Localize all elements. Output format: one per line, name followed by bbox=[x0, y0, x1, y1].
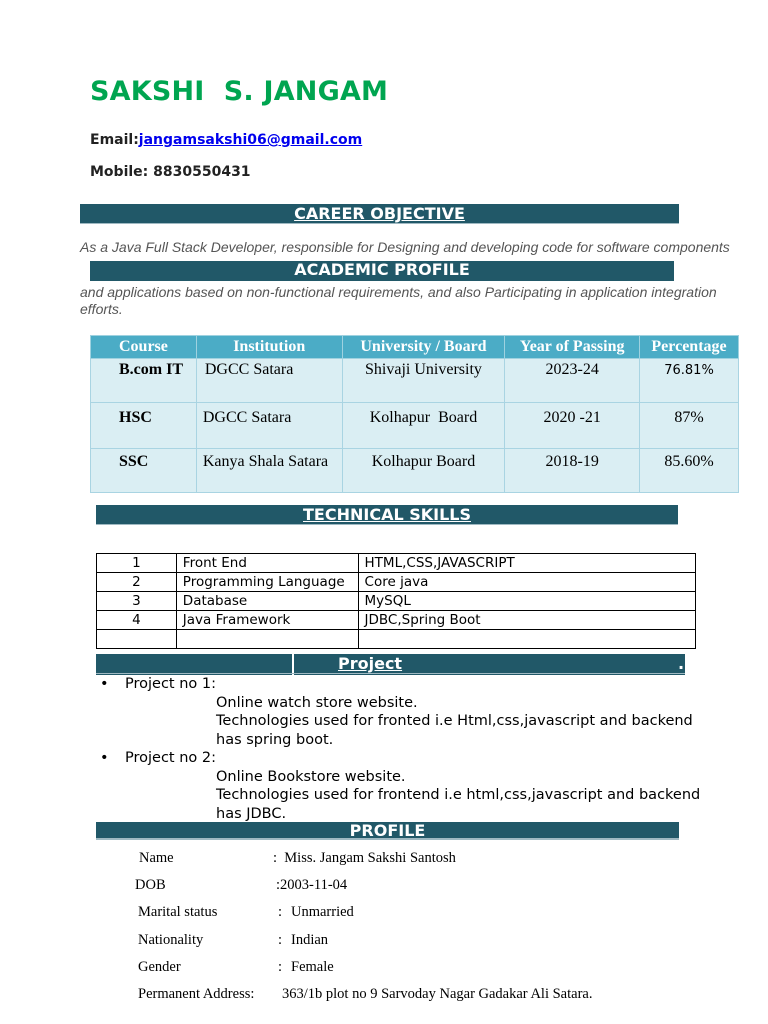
university-cell: Kolhapur Board bbox=[342, 403, 505, 449]
profile-address-label: Permanent Address: bbox=[138, 986, 255, 1002]
university-cell: Kolhapur Board bbox=[342, 449, 505, 493]
skill-index: 3 bbox=[97, 592, 177, 611]
percentage-cell: 87% bbox=[640, 403, 739, 449]
skill-category: Database bbox=[176, 592, 358, 611]
objective-line-2: and applications based on non-functional requirements, and also Participating in application integration bbox=[80, 284, 717, 300]
year-cell: 2018-19 bbox=[505, 449, 640, 493]
course-cell: HSC bbox=[91, 403, 197, 449]
year-cell: 2023-24 bbox=[505, 359, 640, 403]
profile-gender-colon: : bbox=[278, 959, 283, 975]
empty-cell bbox=[358, 630, 695, 649]
bullet-icon: • bbox=[100, 750, 109, 766]
profile-name-label: Name bbox=[139, 850, 174, 866]
course-cell: B.com IT bbox=[91, 359, 197, 403]
table-row bbox=[91, 449, 739, 493]
profile-gender-label: Gender bbox=[138, 959, 181, 975]
objective-line-3: efforts. bbox=[80, 301, 123, 317]
project-title: Online watch store website. bbox=[216, 694, 418, 711]
profile-name-value: : Miss. Jangam Sakshi Santosh bbox=[273, 850, 456, 866]
table-row bbox=[97, 573, 696, 592]
institution-cell: DGCC Satara bbox=[196, 403, 342, 449]
list-item: • Project no 1: bbox=[100, 676, 217, 692]
bullet-icon: • bbox=[100, 676, 109, 692]
profile-dob-value: :2003-11-04 bbox=[276, 877, 348, 893]
institution-cell: DGCC Satara bbox=[196, 359, 342, 403]
percentage-cell: 76.81% bbox=[640, 359, 739, 403]
table-row bbox=[91, 403, 739, 449]
skill-category: Front End bbox=[176, 554, 358, 573]
technical-skills-heading: TECHNICAL SKILLS bbox=[96, 505, 678, 525]
mobile-label: Mobile: bbox=[90, 164, 149, 180]
skills-table bbox=[96, 553, 696, 649]
university-cell: Shivaji University bbox=[342, 359, 505, 403]
academic-table bbox=[90, 335, 739, 493]
skill-value: Core java bbox=[358, 573, 695, 592]
mobile-line bbox=[90, 164, 251, 180]
heading-divider bbox=[292, 654, 294, 675]
academic-profile-heading: ACADEMIC PROFILE bbox=[90, 261, 674, 281]
mobile-number: 8830550431 bbox=[153, 164, 251, 180]
col-percentage: Percentage bbox=[640, 336, 739, 359]
skill-index: 2 bbox=[97, 573, 177, 592]
project-list bbox=[100, 675, 740, 823]
year-cell: 2020 -21 bbox=[505, 403, 640, 449]
project-heading: Project . bbox=[96, 654, 685, 675]
profile-gender-value: Female bbox=[291, 959, 334, 975]
empty-cell bbox=[176, 630, 358, 649]
skill-value: MySQL bbox=[358, 592, 695, 611]
col-year: Year of Passing bbox=[505, 336, 640, 359]
profile-nationality-value: Indian bbox=[291, 932, 329, 948]
project-tech: Technologies used for fronted i.e Html,css,javascript and backend bbox=[216, 713, 693, 729]
profile-marital-value: Unmarried bbox=[291, 904, 354, 920]
project-title: Online Bookstore website. bbox=[216, 768, 406, 785]
candidate-name: SAKSHI S. JANGAM bbox=[90, 76, 389, 107]
col-university: University / Board bbox=[342, 336, 505, 359]
skill-value: HTML,CSS,JAVASCRIPT bbox=[358, 554, 695, 573]
profile-dob-label: DOB bbox=[135, 877, 166, 893]
project-tech-cont: has spring boot. bbox=[216, 731, 334, 748]
institution-cell: Kanya Shala Satara bbox=[196, 449, 342, 493]
skill-value: JDBC,Spring Boot bbox=[358, 611, 695, 630]
profile-marital-label: Marital status bbox=[138, 904, 218, 920]
profile-heading: PROFILE bbox=[96, 822, 679, 840]
email-label: Email: bbox=[90, 132, 139, 148]
skill-category: Programming Language bbox=[176, 573, 358, 592]
col-institution: Institution bbox=[196, 336, 342, 359]
objective-line-1: As a Java Full Stack Developer, responsible for Designing and developing code for software components bbox=[80, 239, 730, 255]
profile-nationality-label: Nationality bbox=[138, 932, 204, 948]
heading-period: . bbox=[678, 654, 685, 673]
profile-nationality-colon: : bbox=[278, 932, 283, 948]
course-cell: SSC bbox=[91, 449, 197, 493]
table-row bbox=[97, 592, 696, 611]
email-line bbox=[90, 132, 362, 148]
project-tech: Technologies used for frontend i.e html,css,javascript and backend bbox=[216, 787, 701, 803]
col-course: Course bbox=[91, 336, 197, 359]
skill-index: 1 bbox=[97, 554, 177, 573]
academic-header-row bbox=[91, 336, 739, 359]
table-row bbox=[97, 630, 696, 649]
skill-index: 4 bbox=[97, 611, 177, 630]
table-row bbox=[97, 611, 696, 630]
email-link[interactable]: jangamsakshi06@gmail.com bbox=[138, 132, 363, 148]
table-row bbox=[97, 554, 696, 573]
profile-marital-colon: : bbox=[278, 904, 283, 920]
profile-address-value: 363/1b plot no 9 Sarvoday Nagar Gadakar Ali Satara. bbox=[282, 986, 593, 1002]
percentage-cell: 85.60% bbox=[640, 449, 739, 493]
table-row bbox=[91, 359, 739, 403]
skill-category: Java Framework bbox=[176, 611, 358, 630]
empty-cell bbox=[97, 630, 177, 649]
career-objective-heading: CAREER OBJECTIVE bbox=[80, 204, 679, 224]
project-tech-cont: has JDBC. bbox=[216, 805, 287, 822]
list-item: • Project no 2: bbox=[100, 750, 217, 766]
